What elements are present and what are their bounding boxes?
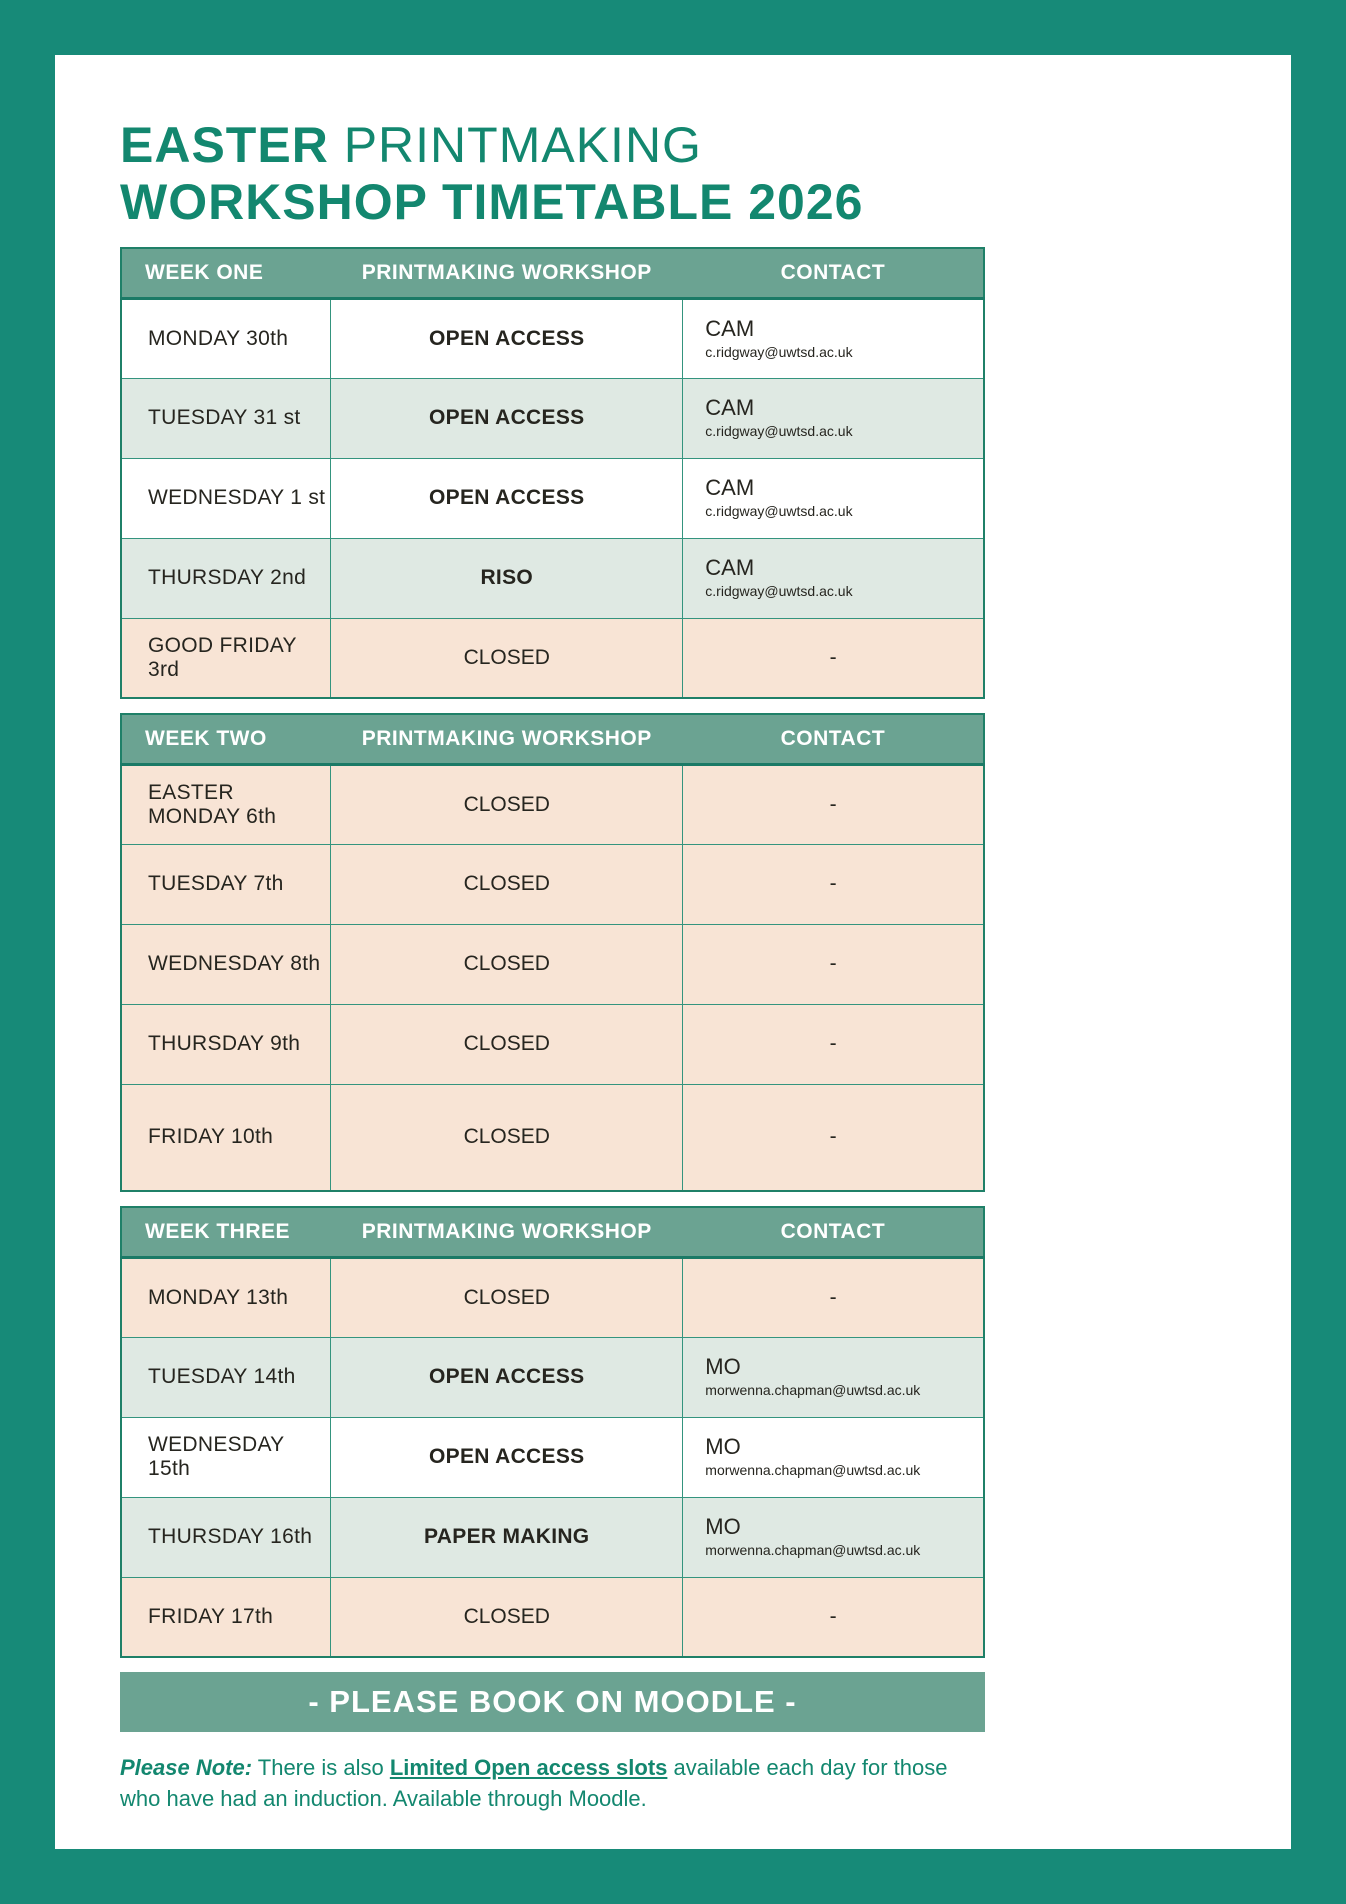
contact-name: CAM	[705, 555, 755, 580]
workshop-column-header: PRINTMAKING WORKSHOP	[331, 248, 683, 298]
workshop-cell: OPEN ACCESS	[331, 378, 683, 458]
day-cell: FRIDAY 10th	[121, 1084, 331, 1191]
contact-dash: -	[683, 1257, 984, 1337]
day-cell: GOOD FRIDAY 3rd	[121, 618, 331, 698]
timetable-week-one	[120, 247, 985, 699]
contact-email: morwenna.chapman@uwtsd.ac.uk	[705, 1382, 921, 1398]
contact-name: MO	[705, 1354, 741, 1379]
contact-cell	[683, 1417, 984, 1497]
contact-cell	[683, 298, 984, 378]
workshop-cell: CLOSED	[331, 924, 683, 1004]
day-cell: TUESDAY 7th	[121, 844, 331, 924]
workshop-cell: RISO	[331, 538, 683, 618]
workshop-cell: OPEN ACCESS	[331, 1417, 683, 1497]
title-printmaking: PRINTMAKING	[328, 117, 702, 173]
workshop-cell: CLOSED	[331, 1084, 683, 1191]
table-row	[121, 1084, 984, 1191]
contact-dash: -	[683, 844, 984, 924]
document-card	[55, 55, 1291, 1849]
contact-name: CAM	[705, 475, 755, 500]
title-line2: WORKSHOP TIMETABLE 2026	[120, 174, 864, 230]
table-row	[121, 1497, 984, 1577]
day-cell: WEDNESDAY 15th	[121, 1417, 331, 1497]
contact-dash: -	[683, 1004, 984, 1084]
table-row	[121, 924, 984, 1004]
timetables-container	[120, 247, 985, 1658]
header-row	[121, 248, 984, 298]
timetable-week-three	[120, 1206, 985, 1658]
contact-email: c.ridgway@uwtsd.ac.uk	[705, 583, 853, 599]
day-cell: WEDNESDAY 1 st	[121, 458, 331, 538]
workshop-cell: CLOSED	[331, 764, 683, 844]
timetable-week-two	[120, 713, 985, 1192]
contact-name: CAM	[705, 395, 755, 420]
page-title	[120, 117, 985, 231]
workshop-column-header: PRINTMAKING WORKSHOP	[331, 714, 683, 764]
contact-name: MO	[705, 1434, 741, 1459]
table-row	[121, 1417, 984, 1497]
table-row	[121, 458, 984, 538]
note-text-2: available each day for those who have had an induction. Available through Moodle.	[120, 1755, 948, 1811]
day-cell: TUESDAY 14th	[121, 1337, 331, 1417]
contact-email: morwenna.chapman@uwtsd.ac.uk	[705, 1542, 921, 1558]
contact-cell	[683, 1497, 984, 1577]
moodle-banner: - PLEASE BOOK ON MOODLE -	[120, 1672, 985, 1732]
workshop-cell: OPEN ACCESS	[331, 298, 683, 378]
contact-email: morwenna.chapman@uwtsd.ac.uk	[705, 1462, 921, 1478]
week-label: WEEK ONE	[121, 248, 331, 298]
title-easter: EASTER	[120, 117, 329, 173]
document-content	[55, 55, 985, 1814]
workshop-cell: CLOSED	[331, 618, 683, 698]
note-prefix: Please Note:	[120, 1755, 253, 1780]
contact-column-header: CONTACT	[683, 714, 984, 764]
table-row	[121, 1337, 984, 1417]
workshop-column-header: PRINTMAKING WORKSHOP	[331, 1207, 683, 1257]
table-row	[121, 1004, 984, 1084]
day-cell: THURSDAY 2nd	[121, 538, 331, 618]
table-row	[121, 378, 984, 458]
table-row	[121, 538, 984, 618]
header-row	[121, 1207, 984, 1257]
contact-name: MO	[705, 1514, 741, 1539]
workshop-cell: CLOSED	[331, 844, 683, 924]
table-row	[121, 1257, 984, 1337]
day-cell: FRIDAY 17th	[121, 1577, 331, 1657]
contact-email: c.ridgway@uwtsd.ac.uk	[705, 343, 853, 360]
contact-column-header: CONTACT	[683, 1207, 984, 1257]
table-row	[121, 618, 984, 698]
table-row	[121, 764, 984, 844]
contact-email: c.ridgway@uwtsd.ac.uk	[705, 423, 853, 439]
contact-cell	[683, 378, 984, 458]
contact-cell	[683, 538, 984, 618]
workshop-cell: CLOSED	[331, 1004, 683, 1084]
contact-email: c.ridgway@uwtsd.ac.uk	[705, 503, 853, 519]
workshop-cell: CLOSED	[331, 1577, 683, 1657]
day-cell: THURSDAY 9th	[121, 1004, 331, 1084]
table-row	[121, 1577, 984, 1657]
contact-dash: -	[683, 764, 984, 844]
table-row	[121, 844, 984, 924]
workshop-cell: OPEN ACCESS	[331, 458, 683, 538]
contact-cell	[683, 1337, 984, 1417]
day-cell: WEDNESDAY 8th	[121, 924, 331, 1004]
limited-open-access-slots-text: Limited Open access slots	[389, 1755, 668, 1780]
contact-cell	[683, 458, 984, 538]
contact-dash: -	[683, 618, 984, 698]
header-row	[121, 714, 984, 764]
contact-dash: -	[683, 924, 984, 1004]
note-text-1: There is also	[252, 1755, 390, 1780]
day-cell: THURSDAY 16th	[121, 1497, 331, 1577]
please-note-text	[120, 1752, 985, 1814]
workshop-cell: PAPER MAKING	[331, 1497, 683, 1577]
table-row	[121, 298, 984, 378]
day-cell: EASTER MONDAY 6th	[121, 764, 331, 844]
workshop-cell: OPEN ACCESS	[331, 1337, 683, 1417]
week-label: WEEK THREE	[121, 1207, 331, 1257]
workshop-cell: CLOSED	[331, 1257, 683, 1337]
contact-name: CAM	[705, 315, 755, 341]
day-cell: MONDAY 30th	[121, 298, 331, 378]
day-cell: MONDAY 13th	[121, 1257, 331, 1337]
contact-column-header: CONTACT	[683, 248, 984, 298]
day-cell: TUESDAY 31 st	[121, 378, 331, 458]
contact-dash: -	[683, 1084, 984, 1191]
contact-dash: -	[683, 1577, 984, 1657]
week-label: WEEK TWO	[121, 714, 331, 764]
